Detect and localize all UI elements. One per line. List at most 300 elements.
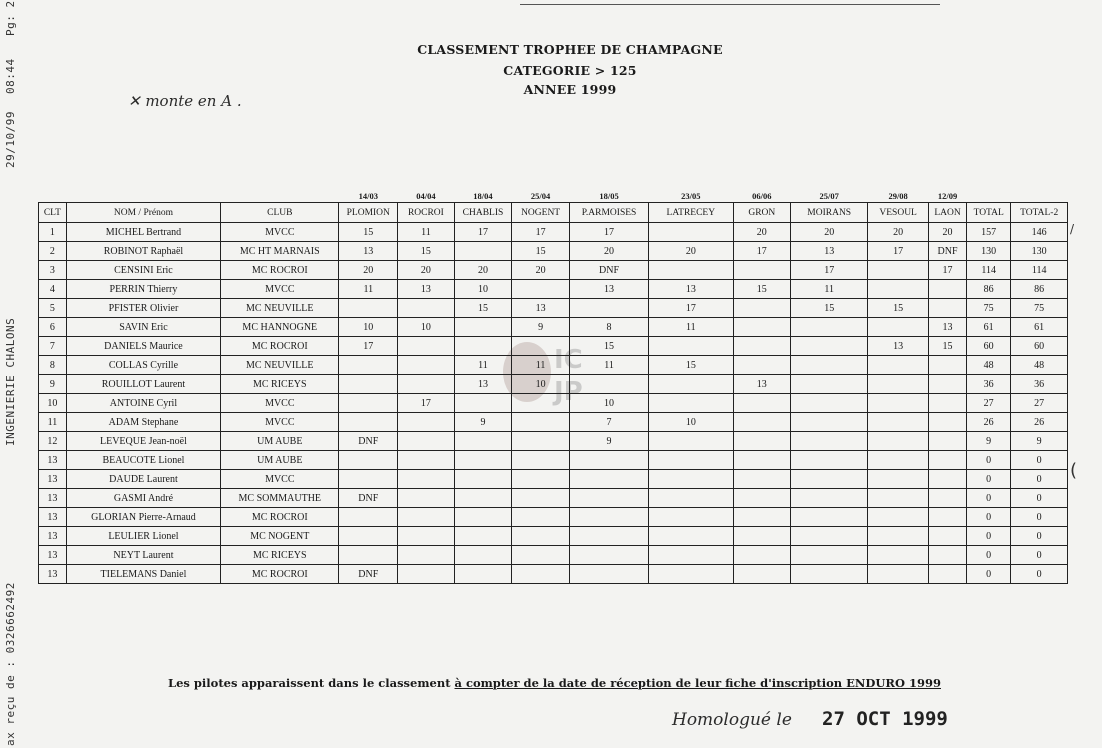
table-row: [39, 356, 1068, 375]
rank-cell: 13: [39, 470, 67, 489]
race-points-cell: [868, 508, 929, 527]
race-points-cell: [512, 508, 570, 527]
club-cell: MC ROCROI: [221, 337, 339, 356]
rank-cell: 12: [39, 432, 67, 451]
race-points-cell: 11: [649, 318, 733, 337]
race-points-cell: [868, 318, 929, 337]
race-points-cell: [928, 565, 966, 584]
table-row: [39, 565, 1068, 584]
race-points-cell: [339, 299, 398, 318]
club-cell: MC NEUVILLE: [221, 299, 339, 318]
race-points-cell: [928, 299, 966, 318]
race-date: 06/06: [752, 191, 772, 201]
race-points-cell: 10: [454, 280, 512, 299]
fax-company: INGENIERIE CHALONS: [4, 317, 17, 446]
race-points-cell: [512, 337, 570, 356]
rider-name-cell: ROBINOT Raphaël: [66, 242, 220, 261]
race-points-cell: [512, 280, 570, 299]
race-points-cell: [791, 337, 868, 356]
race-points-cell: [868, 489, 929, 508]
rank-cell: 3: [39, 261, 67, 280]
race-points-cell: [649, 527, 733, 546]
race-points-cell: [791, 356, 868, 375]
table-row: [39, 470, 1068, 489]
race-points-cell: 17: [928, 261, 966, 280]
total-cell: 0: [967, 508, 1011, 527]
total-cell: 157: [967, 223, 1011, 242]
race-points-cell: 15: [454, 299, 512, 318]
race-points-cell: 15: [928, 337, 966, 356]
handwritten-note: ✕ monte en A .: [128, 92, 242, 110]
race-points-cell: [512, 546, 570, 565]
race-points-cell: [868, 280, 929, 299]
table-row: [39, 375, 1068, 394]
club-cell: UM AUBE: [221, 451, 339, 470]
table-row: [39, 318, 1068, 337]
race-points-cell: [928, 451, 966, 470]
race-points-cell: [512, 527, 570, 546]
race-points-cell: 11: [454, 356, 512, 375]
race-points-cell: [512, 489, 570, 508]
race-points-cell: 13: [454, 375, 512, 394]
total-cell: 9: [967, 432, 1011, 451]
race-points-cell: [928, 489, 966, 508]
total-2-cell: 0: [1011, 489, 1068, 508]
rider-name-cell: BEAUCOTE Lionel: [66, 451, 220, 470]
race-points-cell: [868, 261, 929, 280]
race-points-cell: [868, 394, 929, 413]
column-header: CHABLIS: [454, 203, 512, 223]
race-points-cell: [339, 527, 398, 546]
fax-received-from: ax reçu de : 0326662492: [4, 582, 17, 746]
total-2-cell: 26: [1011, 413, 1068, 432]
table-row: [39, 489, 1068, 508]
race-points-cell: [569, 375, 648, 394]
table-row: [39, 280, 1068, 299]
column-header: CLT: [39, 203, 67, 223]
club-cell: MVCC: [221, 413, 339, 432]
race-points-cell: 8: [569, 318, 648, 337]
club-cell: MC ROCROI: [221, 508, 339, 527]
race-points-cell: [512, 394, 570, 413]
race-points-cell: 11: [512, 356, 570, 375]
race-points-cell: [868, 432, 929, 451]
race-points-cell: [928, 470, 966, 489]
fax-time: 08:44: [4, 58, 17, 94]
rider-name-cell: DANIELS Maurice: [66, 337, 220, 356]
race-points-cell: [791, 394, 868, 413]
column-header: ROCROI: [398, 203, 455, 223]
total-2-cell: 48: [1011, 356, 1068, 375]
race-points-cell: [512, 470, 570, 489]
race-points-cell: 13: [868, 337, 929, 356]
club-cell: MC RICEYS: [221, 375, 339, 394]
race-points-cell: [649, 261, 733, 280]
race-points-cell: [398, 470, 455, 489]
race-points-cell: [791, 451, 868, 470]
fax-page-number: Pg: 2: [4, 0, 17, 36]
race-points-cell: [733, 299, 791, 318]
race-points-cell: [398, 413, 455, 432]
rider-name-cell: SAVIN Eric: [66, 318, 220, 337]
race-points-cell: [733, 508, 791, 527]
race-date: 23/05: [681, 191, 701, 201]
rank-cell: 4: [39, 280, 67, 299]
race-points-cell: [454, 470, 512, 489]
race-points-cell: 17: [398, 394, 455, 413]
race-points-cell: [569, 299, 648, 318]
race-points-cell: 17: [649, 299, 733, 318]
race-points-cell: 15: [398, 242, 455, 261]
race-points-cell: 20: [339, 261, 398, 280]
race-points-cell: [928, 413, 966, 432]
rank-cell: 13: [39, 489, 67, 508]
race-date: 12/09: [937, 191, 958, 201]
race-points-cell: 9: [512, 318, 570, 337]
race-points-cell: 15: [339, 223, 398, 242]
race-points-cell: [398, 375, 455, 394]
table-header-row: [39, 203, 1068, 223]
race-date: 25/07: [819, 191, 839, 201]
race-points-cell: [339, 546, 398, 565]
race-points-cell: 15: [791, 299, 868, 318]
rider-name-cell: PFISTER Olivier: [66, 299, 220, 318]
race-points-cell: [454, 337, 512, 356]
club-cell: MC NEUVILLE: [221, 356, 339, 375]
club-cell: MC HT MARNAIS: [221, 242, 339, 261]
total-2-cell: 0: [1011, 546, 1068, 565]
race-points-cell: [649, 337, 733, 356]
race-points-cell: [928, 508, 966, 527]
footer-note: [168, 676, 941, 690]
race-points-cell: 17: [454, 223, 512, 242]
race-points-cell: [569, 527, 648, 546]
race-points-cell: 13: [569, 280, 648, 299]
race-points-cell: [454, 394, 512, 413]
footer-text: Les pilotes apparaissent dans le classement: [168, 676, 455, 690]
club-cell: MVCC: [221, 394, 339, 413]
rank-cell: 11: [39, 413, 67, 432]
table-row: [39, 299, 1068, 318]
total-2-cell: 130: [1011, 242, 1068, 261]
svg-text:JP: JP: [554, 377, 583, 407]
total-cell: 48: [967, 356, 1011, 375]
race-points-cell: [868, 527, 929, 546]
column-header: P.ARMOISES: [569, 203, 648, 223]
rider-name-cell: DAUDE Laurent: [66, 470, 220, 489]
total-2-cell: 0: [1011, 508, 1068, 527]
race-points-cell: 15: [868, 299, 929, 318]
race-points-cell: [398, 508, 455, 527]
race-points-cell: [928, 394, 966, 413]
race-points-cell: 17: [569, 223, 648, 242]
rank-cell: 6: [39, 318, 67, 337]
race-points-cell: 20: [649, 242, 733, 261]
club-cell: MC ROCROI: [221, 565, 339, 584]
race-points-cell: 13: [733, 375, 791, 394]
race-points-cell: [569, 546, 648, 565]
race-date: 14/03: [358, 191, 378, 201]
race-points-cell: 20: [454, 261, 512, 280]
race-points-cell: 17: [339, 337, 398, 356]
club-cell: MVCC: [221, 223, 339, 242]
rank-cell: 2: [39, 242, 67, 261]
race-points-cell: [733, 470, 791, 489]
total-cell: 0: [967, 527, 1011, 546]
race-points-cell: 20: [791, 223, 868, 242]
race-points-cell: [649, 394, 733, 413]
fax-top-rule: [520, 4, 940, 5]
race-points-cell: [569, 508, 648, 527]
race-points-cell: [733, 527, 791, 546]
column-header: GRON: [733, 203, 791, 223]
race-points-cell: [733, 546, 791, 565]
total-cell: 0: [967, 546, 1011, 565]
total-cell: 0: [967, 470, 1011, 489]
race-points-cell: [454, 432, 512, 451]
total-2-cell: 0: [1011, 527, 1068, 546]
rank-cell: 13: [39, 451, 67, 470]
race-points-cell: [868, 470, 929, 489]
race-points-cell: 13: [791, 242, 868, 261]
club-cell: MC SOMMAUTHE: [221, 489, 339, 508]
club-cell: MC NOGENT: [221, 527, 339, 546]
race-points-cell: [512, 413, 570, 432]
column-header: PLOMION: [339, 203, 398, 223]
rider-name-cell: PERRIN Thierry: [66, 280, 220, 299]
rider-name-cell: COLLAS Cyrille: [66, 356, 220, 375]
column-header: LATRECEY: [649, 203, 733, 223]
race-points-cell: [791, 375, 868, 394]
results-table: [38, 190, 1068, 584]
race-points-cell: [398, 299, 455, 318]
race-points-cell: [791, 565, 868, 584]
rank-cell: 5: [39, 299, 67, 318]
rider-name-cell: GASMI André: [66, 489, 220, 508]
rider-name-cell: LEVEQUE Jean-noël: [66, 432, 220, 451]
rank-cell: 7: [39, 337, 67, 356]
race-points-cell: [733, 413, 791, 432]
total-cell: 130: [967, 242, 1011, 261]
race-points-cell: [928, 280, 966, 299]
race-points-cell: [454, 508, 512, 527]
document-title: CLASSEMENT TROPHEE DE CHAMPAGNE: [417, 42, 723, 57]
race-points-cell: 20: [868, 223, 929, 242]
race-points-cell: [928, 527, 966, 546]
table-row: [39, 242, 1068, 261]
club-cell: MVCC: [221, 280, 339, 299]
margin-mark: /: [1070, 222, 1075, 236]
race-points-cell: [339, 356, 398, 375]
race-points-cell: [868, 375, 929, 394]
race-points-cell: [569, 489, 648, 508]
column-header: VESOUL: [868, 203, 929, 223]
race-points-cell: [733, 432, 791, 451]
race-points-cell: [791, 318, 868, 337]
total-cell: 60: [967, 337, 1011, 356]
table-row: [39, 508, 1068, 527]
race-points-cell: [454, 451, 512, 470]
table-row: [39, 451, 1068, 470]
race-points-cell: 10: [649, 413, 733, 432]
total-cell: 0: [967, 451, 1011, 470]
race-points-cell: 15: [649, 356, 733, 375]
table-row: [39, 261, 1068, 280]
race-points-cell: [649, 432, 733, 451]
table-row: [39, 546, 1068, 565]
table-row: [39, 413, 1068, 432]
race-points-cell: 10: [398, 318, 455, 337]
club-cell: MVCC: [221, 470, 339, 489]
rider-name-cell: TIELEMANS Daniel: [66, 565, 220, 584]
homologation-handwritten: Homologué le: [672, 710, 792, 730]
column-header: CLUB: [221, 203, 339, 223]
race-points-cell: [733, 356, 791, 375]
race-points-cell: [791, 432, 868, 451]
race-points-cell: [868, 565, 929, 584]
total-2-cell: 27: [1011, 394, 1068, 413]
total-2-cell: 61: [1011, 318, 1068, 337]
rank-cell: 13: [39, 565, 67, 584]
race-points-cell: [791, 546, 868, 565]
race-points-cell: 13: [512, 299, 570, 318]
race-points-cell: [649, 451, 733, 470]
race-points-cell: [649, 565, 733, 584]
race-points-cell: 11: [569, 356, 648, 375]
table-row: [39, 527, 1068, 546]
column-header: TOTAL: [967, 203, 1011, 223]
race-points-cell: [398, 546, 455, 565]
race-date: 29/08: [888, 191, 908, 201]
column-header: NOGENT: [512, 203, 570, 223]
race-points-cell: 17: [791, 261, 868, 280]
race-points-cell: [733, 394, 791, 413]
race-points-cell: [398, 489, 455, 508]
column-header: NOM / Prénom: [66, 203, 220, 223]
race-date: 18/05: [599, 191, 619, 201]
total-2-cell: 114: [1011, 261, 1068, 280]
race-points-cell: 10: [339, 318, 398, 337]
total-2-cell: 0: [1011, 451, 1068, 470]
rank-cell: 9: [39, 375, 67, 394]
table-row: [39, 432, 1068, 451]
race-points-cell: [454, 318, 512, 337]
race-points-cell: [649, 223, 733, 242]
race-points-cell: [569, 451, 648, 470]
race-points-cell: [398, 565, 455, 584]
club-cell: MC RICEYS: [221, 546, 339, 565]
race-points-cell: [512, 451, 570, 470]
race-dates-row: [39, 190, 1068, 203]
club-cell: MC ROCROI: [221, 261, 339, 280]
column-header: MOIRANS: [791, 203, 868, 223]
total-2-cell: 75: [1011, 299, 1068, 318]
race-points-cell: 13: [398, 280, 455, 299]
total-2-cell: 60: [1011, 337, 1068, 356]
race-points-cell: [339, 394, 398, 413]
rider-name-cell: ANTOINE Cyril: [66, 394, 220, 413]
race-points-cell: [454, 565, 512, 584]
race-points-cell: [339, 375, 398, 394]
rank-cell: 10: [39, 394, 67, 413]
race-date: 04/04: [416, 191, 436, 201]
total-2-cell: 9: [1011, 432, 1068, 451]
race-points-cell: [733, 337, 791, 356]
race-points-cell: [868, 413, 929, 432]
race-points-cell: 17: [733, 242, 791, 261]
race-points-cell: 7: [569, 413, 648, 432]
race-points-cell: 11: [339, 280, 398, 299]
rank-cell: 13: [39, 527, 67, 546]
race-points-cell: [733, 318, 791, 337]
race-points-cell: [868, 356, 929, 375]
race-points-cell: 13: [649, 280, 733, 299]
race-points-cell: [733, 451, 791, 470]
race-points-cell: [868, 546, 929, 565]
total-cell: 36: [967, 375, 1011, 394]
race-points-cell: 17: [868, 242, 929, 261]
rider-name-cell: GLORIAN Pierre-Arnaud: [66, 508, 220, 527]
total-2-cell: 86: [1011, 280, 1068, 299]
race-date: 25/04: [530, 191, 551, 201]
race-points-cell: [649, 508, 733, 527]
race-points-cell: 20: [569, 242, 648, 261]
race-points-cell: 20: [928, 223, 966, 242]
race-points-cell: [733, 565, 791, 584]
homologation-stamp-date: 27 OCT 1999: [822, 708, 948, 730]
race-points-cell: 15: [733, 280, 791, 299]
race-points-cell: [339, 451, 398, 470]
table-row: [39, 337, 1068, 356]
race-points-cell: [398, 432, 455, 451]
total-cell: 86: [967, 280, 1011, 299]
rider-name-cell: CENSINI Eric: [66, 261, 220, 280]
race-points-cell: [339, 508, 398, 527]
race-points-cell: 20: [398, 261, 455, 280]
race-points-cell: [398, 337, 455, 356]
total-cell: 0: [967, 489, 1011, 508]
total-cell: 27: [967, 394, 1011, 413]
race-points-cell: [928, 546, 966, 565]
race-points-cell: [928, 432, 966, 451]
race-points-cell: 15: [512, 242, 570, 261]
race-points-cell: 11: [398, 223, 455, 242]
race-points-cell: 20: [733, 223, 791, 242]
race-points-cell: [928, 356, 966, 375]
race-points-cell: 13: [339, 242, 398, 261]
race-points-cell: DNF: [928, 242, 966, 261]
svg-text:IC: IC: [554, 345, 583, 375]
race-points-cell: 11: [791, 280, 868, 299]
race-points-cell: DNF: [339, 489, 398, 508]
rank-cell: 13: [39, 508, 67, 527]
total-2-cell: 36: [1011, 375, 1068, 394]
race-points-cell: [398, 527, 455, 546]
race-points-cell: 9: [454, 413, 512, 432]
race-points-cell: [569, 565, 648, 584]
race-points-cell: 20: [512, 261, 570, 280]
footer-underlined-text: à compter de la date de réception de leur fiche d'inscription ENDURO 1999: [454, 676, 941, 690]
rider-name-cell: ADAM Stephane: [66, 413, 220, 432]
fax-transmission-header: [2, 0, 20, 746]
race-points-cell: 15: [569, 337, 648, 356]
race-points-cell: [454, 489, 512, 508]
club-cell: MC HANNOGNE: [221, 318, 339, 337]
race-points-cell: 13: [928, 318, 966, 337]
year-title: ANNEE 1999: [523, 82, 617, 97]
total-cell: 61: [967, 318, 1011, 337]
race-points-cell: [512, 432, 570, 451]
